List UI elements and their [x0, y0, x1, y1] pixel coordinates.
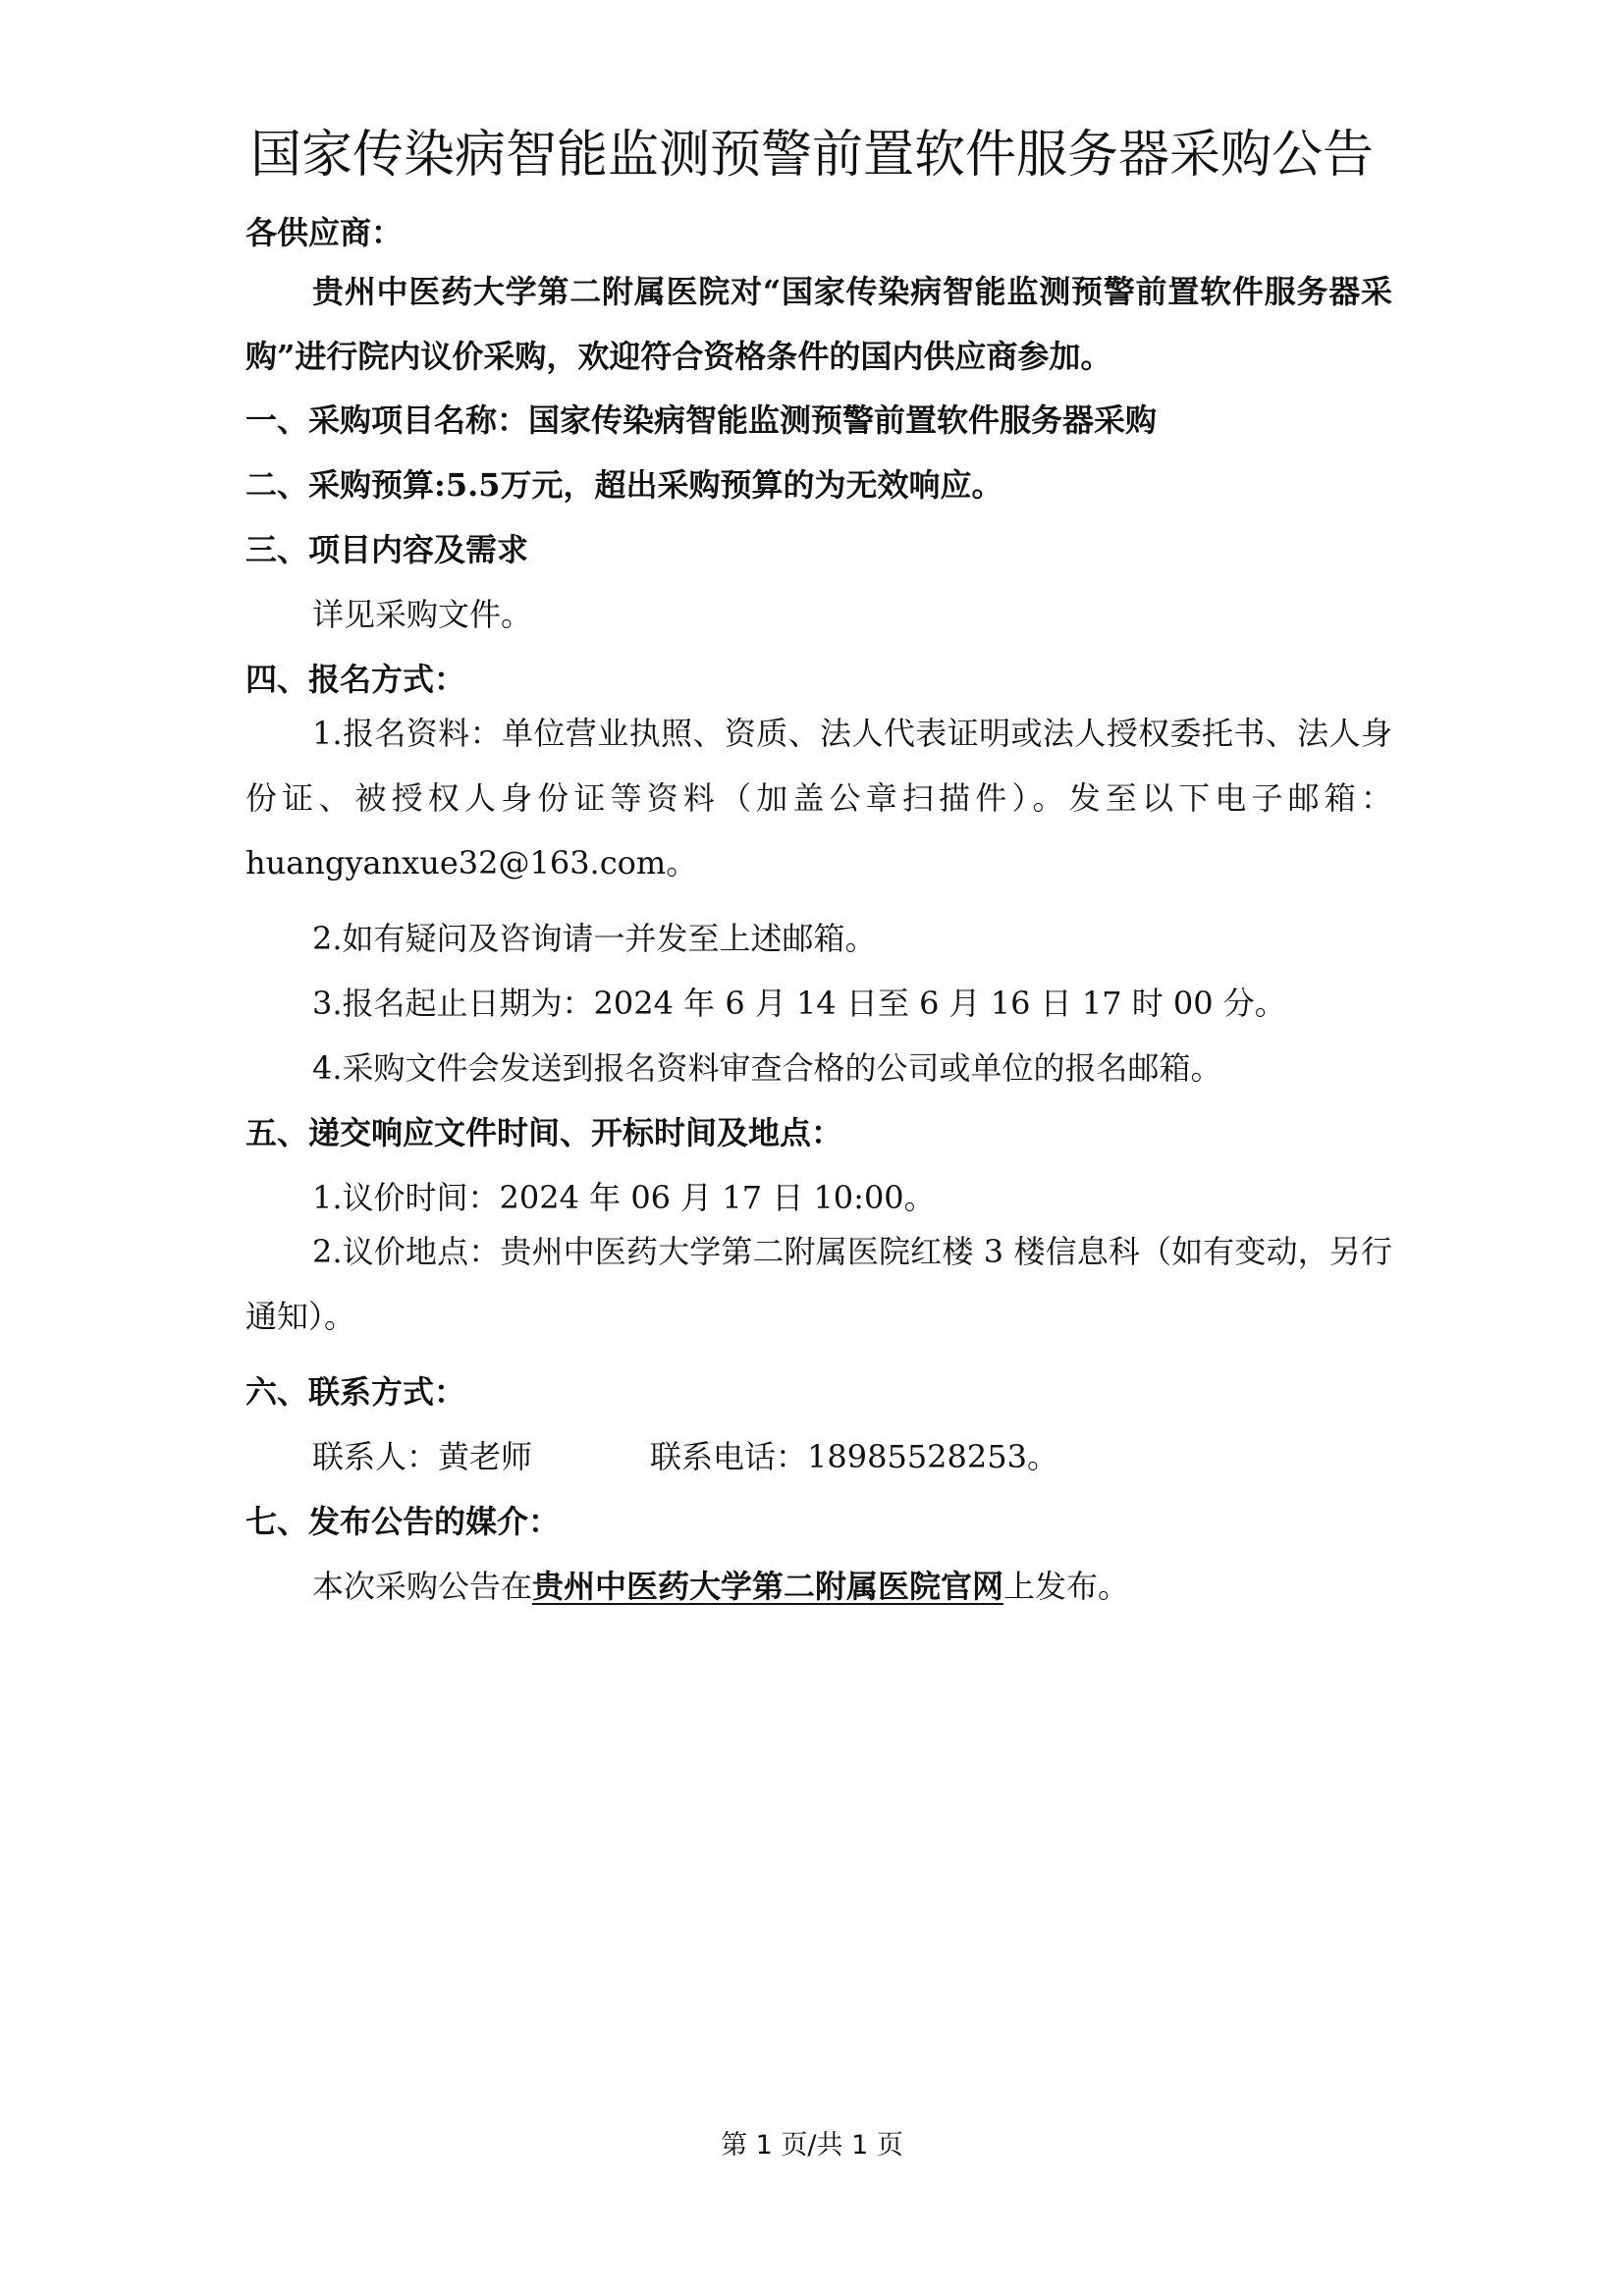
section1-project-name: 一、采购项目名称：国家传染病智能监测预警前置软件服务器采购 [245, 401, 1158, 439]
salutation: 各供应商： [245, 214, 404, 251]
section5-item2: 2.议价地点：贵州中医药大学第二附属医院红楼 3 楼信息科（如有变动，另行通知）。 [245, 1233, 1392, 1335]
section7-prefix: 本次采购公告在 [312, 1568, 533, 1605]
section6-heading: 六、联系方式： [245, 1373, 466, 1411]
section4-heading: 四、报名方式： [245, 661, 466, 698]
section2-budget: 二、采购预算:5.5万元，超出采购预算的为无效响应。 [245, 466, 1003, 504]
section7-body [312, 1565, 1129, 1608]
section7-heading: 七、发布公告的媒介： [245, 1503, 561, 1540]
section6-contact [312, 1435, 1058, 1478]
section4-item1: 1.报名资料：单位营业执照、资质、法人代表证明或法人授权委托书、法人身份证、被授权人身份证等资料（加盖公章扫描件）。发至以下电子邮箱：huangyanxue32@163.com。 [245, 715, 1392, 881]
intro-paragraph: 贵州中医药大学第二附属医院对“国家传染病智能监测预警前置软件服务器采购”进行院内议价采购，欢迎符合资格条件的国内供应商参加。 [245, 273, 1392, 375]
section4-item3: 3.报名起止日期为：2024 年 6 月 14 日至 6 月 16 日 17 时 00 分。 [312, 985, 1286, 1022]
contact-person: 联系人：黄老师 [312, 1438, 533, 1475]
section5-heading: 五、递交响应文件时间、开标时间及地点： [245, 1114, 843, 1151]
section3-heading: 三、项目内容及需求 [245, 531, 529, 568]
hospital-website-link[interactable]: 贵州中医药大学第二附属医院官网 [532, 1568, 1004, 1605]
section4-item2: 2.如有疑问及咨询请一并发至上述邮箱。 [312, 920, 877, 957]
section7-suffix: 上发布。 [1003, 1568, 1130, 1605]
section5-item1: 1.议价时间：2024 年 06 月 17 日 10:00。 [312, 1179, 936, 1216]
section4-item4: 4.采购文件会发送到报名资料审查合格的公司或单位的报名邮箱。 [312, 1049, 1222, 1087]
contact-phone: 联系电话：18985528253。 [650, 1438, 1058, 1475]
section3-body: 详见采购文件。 [312, 596, 533, 633]
page-footer: 第 1 页/共 1 页 [721, 2130, 903, 2161]
page-title: 国家传染病智能监测预警前置软件服务器采购公告 [249, 126, 1374, 185]
